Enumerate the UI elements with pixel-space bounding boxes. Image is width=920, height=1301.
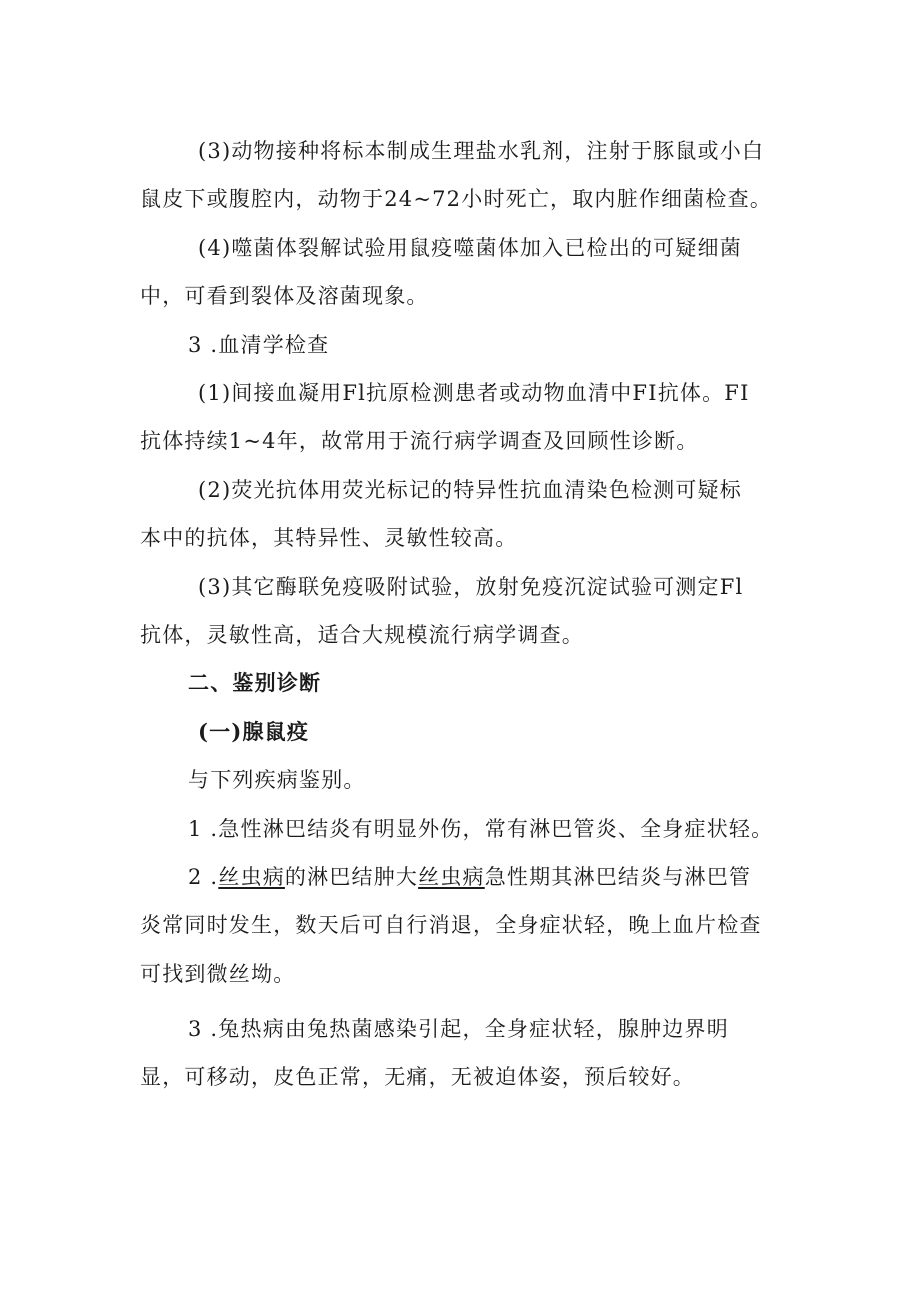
paragraph-line: 中，可看到裂体及溶菌现象。 bbox=[140, 284, 429, 308]
list-item: 1 .急性淋巴结炎有明显外伤，常有淋巴管炎、全身症状轻。 bbox=[188, 817, 774, 841]
paragraph-line: 可找到微丝坳。 bbox=[140, 962, 296, 986]
section-heading: 3 .血清学检查 bbox=[188, 333, 330, 357]
filariasis-link[interactable]: 丝虫病 bbox=[218, 865, 285, 889]
paragraph-line: 抗体持续1~4年，故常用于流行病学调查及回顾性诊断。 bbox=[140, 429, 699, 453]
list-item-text: 的淋巴结肿大 bbox=[284, 865, 419, 889]
list-item bbox=[188, 862, 751, 892]
paragraph-line: 抗体，灵敏性高，适合大规模流行病学调查。 bbox=[140, 623, 584, 647]
paragraph-line: (3)动物接种将标本制成生理盐水乳剂，注射于豚鼠或小白 bbox=[198, 139, 765, 163]
paragraph-line: 显，可移动，皮色正常，无痛，无被迫体姿，预后较好。 bbox=[140, 1065, 695, 1089]
paragraph-line: 本中的抗体，其特异性、灵敏性较高。 bbox=[140, 526, 518, 550]
list-item-text: 急性期其淋巴结炎与淋巴管 bbox=[484, 865, 752, 889]
paragraph-line: 与下列疾病鉴别。 bbox=[188, 768, 366, 792]
list-item: 3 .兔热病由兔热菌感染引起，全身症状轻，腺肿边界明 bbox=[188, 1017, 729, 1041]
subsection-heading: (一)腺鼠疫 bbox=[198, 719, 310, 744]
paragraph-line: (2)荧光抗体用荧光标记的特异性抗血清染色检测可疑标 bbox=[198, 478, 742, 502]
section-heading: 二、鉴别诊断 bbox=[188, 670, 322, 695]
paragraph-line: 炎常同时发生，数天后可自行消退，全身症状轻，晚上血片检查 bbox=[140, 913, 762, 937]
paragraph-line: (3)其它酶联免疫吸附试验，放射免疫沉淀试验可测定Fl bbox=[198, 575, 744, 599]
filariasis-link[interactable]: 丝虫病 bbox=[418, 865, 485, 889]
paragraph-line: (4)噬菌体裂解试验用鼠疫噬菌体加入已检出的可疑细菌 bbox=[198, 236, 742, 260]
paragraph-line: 鼠皮下或腹腔内，动物于24~72小时死亡，取内脏作细菌检查。 bbox=[140, 187, 773, 211]
list-item-prefix: 2 . bbox=[188, 865, 219, 889]
paragraph-line: (1)间接血凝用Fl抗原检测患者或动物血清中FI抗体。FI bbox=[198, 381, 750, 405]
